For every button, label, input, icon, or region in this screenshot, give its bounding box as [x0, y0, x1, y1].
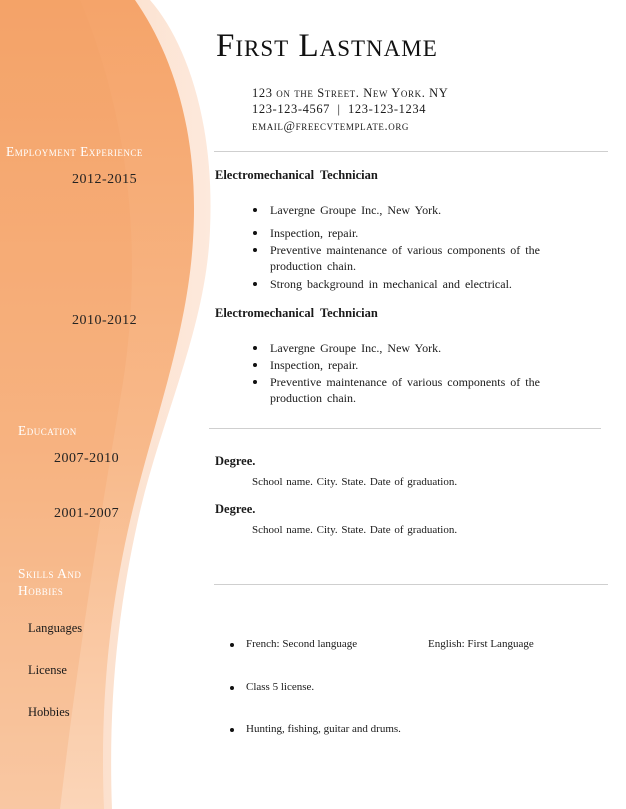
- divider-employment: [209, 428, 601, 429]
- job-2-bullet: Inspection, repair.: [270, 357, 540, 373]
- skill-hobbies: Hunting, fishing, guitar and drums.: [246, 723, 401, 735]
- job-2-bullet: Lavergne Groupe Inc., New York.: [270, 340, 540, 356]
- sidebar-heading-education: Education: [18, 423, 77, 438]
- job-2-bullet: Preventive maintenance of various components of the production chain.: [270, 375, 540, 405]
- divider-education: [214, 584, 608, 585]
- skill-language-2: English: First Language: [428, 638, 534, 650]
- job-1-bullet: Lavergne Groupe Inc., New York.: [270, 202, 540, 218]
- employment-year-1: 2012-2015: [72, 172, 138, 187]
- skill-label-languages: Languages: [28, 621, 83, 635]
- sidebar-heading-skills: Skills And Hobbies: [18, 566, 82, 598]
- divider-header: [214, 151, 608, 152]
- candidate-name: First Lastname: [216, 28, 438, 64]
- skill-label-license: License: [28, 663, 67, 677]
- skill-language-1: French: Second language: [246, 638, 358, 650]
- employment-year-2: 2010-2012: [72, 313, 138, 328]
- degree-1: Degree.: [215, 454, 256, 468]
- job-1-bullet: Inspection, repair.: [270, 225, 540, 241]
- job-title-1: Electromechanical Technician: [215, 168, 378, 182]
- contact-phones: 123-123-4567 | 123-123-1234: [252, 102, 427, 116]
- skill-license: Class 5 license.: [246, 681, 315, 693]
- degree-1-details: School name. City. State. Date of graduation.: [252, 476, 458, 488]
- job-1-bullet: Strong background in mechanical and electrical.: [270, 276, 540, 292]
- degree-2: Degree.: [215, 502, 256, 516]
- education-year-1: 2007-2010: [54, 451, 120, 466]
- sidebar-heading-employment: Employment Experience: [6, 144, 143, 159]
- degree-2-details: School name. City. State. Date of graduation.: [252, 524, 458, 536]
- contact-email: email@freecvtemplate.org: [252, 119, 410, 133]
- skill-label-hobbies: Hobbies: [28, 705, 70, 719]
- job-1-bullet: Preventive maintenance of various components of the production chain.: [270, 243, 540, 273]
- contact-address: 123 on the Street. New York. NY: [252, 86, 449, 100]
- education-year-2: 2001-2007: [54, 506, 120, 521]
- job-title-2: Electromechanical Technician: [215, 306, 378, 320]
